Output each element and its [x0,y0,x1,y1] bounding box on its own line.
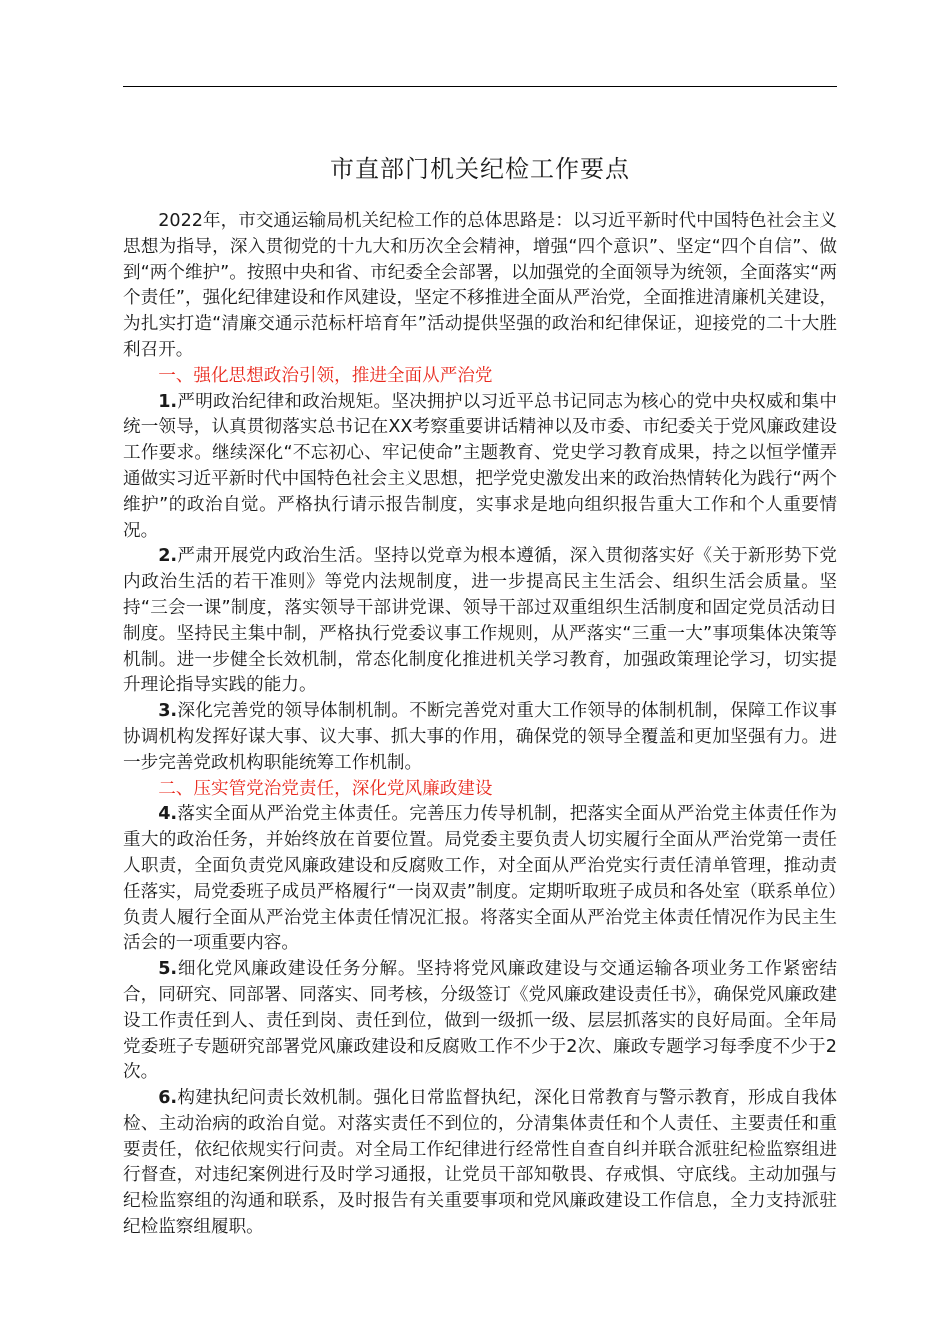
item-paragraph-3 [123,699,837,776]
item-paragraph-1 [123,390,837,545]
item-number: 6. [158,1088,178,1109]
section-heading-1: 一、强化思想政治引领，推进全面从严治党 [158,365,493,386]
item-number: 1. [158,391,178,412]
header-rule [123,86,837,87]
item-text: 落实全面从严治党主体责任。完善压力传导机制，把落实全面从严治党主体责任作为重大的政治任务，并始终放在首要位置。局党委主要负责人切实履行全面从严治党第一责任人职责，全面负责党风廉政建设和反腐败工作，对全面从严治党实行责任清单管理，推动责任落实，局党委班子成员严格履行“一岗双责”制度。定期听取班子成员和各处室（联系单位）负责人履行全面从严治党主体责任情况汇报。将落实全面从严治党主体责任情况作为民主生活会的一项重要内容。 [123,804,837,954]
item-paragraph-6 [123,1086,837,1241]
item-paragraph-2 [123,544,837,699]
item-number: 4. [158,804,178,825]
page-title: 市直部门机关纪检工作要点 [330,155,630,183]
item-paragraph-5 [123,957,837,1086]
document-body [123,209,837,1241]
intro-paragraph: 2022年，市交通运输局机关纪检工作的总体思路是：以习近平新时代中国特色社会主义思想为指导，深入贯彻党的十九大和历次全会精神，增强“四个意识”、坚定“四个自信”、做到“两个维护”。按照中央和省、市纪委全会部署，以加强党的全面领导为统领，全面落实“两个责任”，强化纪律建设和作风建设，坚定不移推进全面从严治党，全面推进清廉机关建设，为扎实打造“清廉交通示范标杆培育年”活动提供坚强的政治和纪律保证，迎接党的二十大胜利召开。 [123,211,837,360]
item-text: 细化党风廉政建设任务分解。坚持将党风廉政建设与交通运输各项业务工作紧密结合，同研究、同部署、同落实、同考核，分级签订《党风廉政建设责任书》，确保党风廉政建设工作责任到人、责任到岗、责任到位，做到一级抓一级、层层抓落实的良好局面。全年局党委班子专题研究部署党风廉政建设和反腐败工作不少于2次、廉政专题学习每季度不少于2次。 [123,959,837,1083]
item-text: 严肃开展党内政治生活。坚持以党章为根本遵循，深入贯彻落实好《关于新形势下党内政治生活的若干准则》等党内法规制度，进一步提高民主生活会、组织生活会质量。坚持“三会一课”制度，落实领导干部讲党课、领导干部过双重组织生活制度和固定党员活动日制度。坚持民主集中制，严格执行党委议事工作规则，从严落实“三重一大”事项集体决策等机制。进一步健全长效机制，常态化制度化推进机关学习教育，加强政策理论学习，切实提升理论指导实践的能力。 [123,546,837,696]
item-number: 5. [158,959,178,980]
item-paragraph-4 [123,802,837,957]
section-heading-2: 二、压实管党治党责任，深化党风廉政建设 [158,778,493,799]
item-text: 严明政治纪律和政治规矩。坚决拥护以习近平总书记同志为核心的党中央权威和集中统一领导，认真贯彻落实总书记在XX考察重要讲话精神以及市委、市纪委关于党风廉政建设工作要求。继续深化“不忘初心、牢记使命”主题教育、党史学习教育成果，持之以恒学懂弄通做实习近平新时代中国特色社会主义思想，把学党史激发出来的政治热情转化为践行“两个维护”的政治自觉。严格执行请示报告制度，实事求是地向组织报告重大工作和个人重要情况。 [123,391,837,541]
item-number: 2. [158,546,178,567]
item-text: 构建执纪问责长效机制。强化日常监督执纪，深化日常教育与警示教育，形成自我体检、主动治病的政治自觉。对落实责任不到位的，分清集体责任和个人责任、主要责任和重要责任，依纪依规实行问责。对全局工作纪律进行经常性自查自纠并联合派驻纪检监察组进行督查，对违纪案例进行及时学习通报，让党员干部知敬畏、存戒惧、守底线。主动加强与纪检监察组的沟通和联系，及时报告有关重要事项和党风廉政建设工作信息，全力支持派驻纪检监察组履职。 [123,1088,837,1238]
item-text: 深化完善党的领导体制机制。不断完善党对重大工作领导的体制机制，保障工作议事协调机构发挥好谋大事、议大事、抓大事的作用，确保党的领导全覆盖和更加坚强有力。进一步完善党政机构职能统筹工作机制。 [123,701,837,773]
item-number: 3. [158,701,178,722]
